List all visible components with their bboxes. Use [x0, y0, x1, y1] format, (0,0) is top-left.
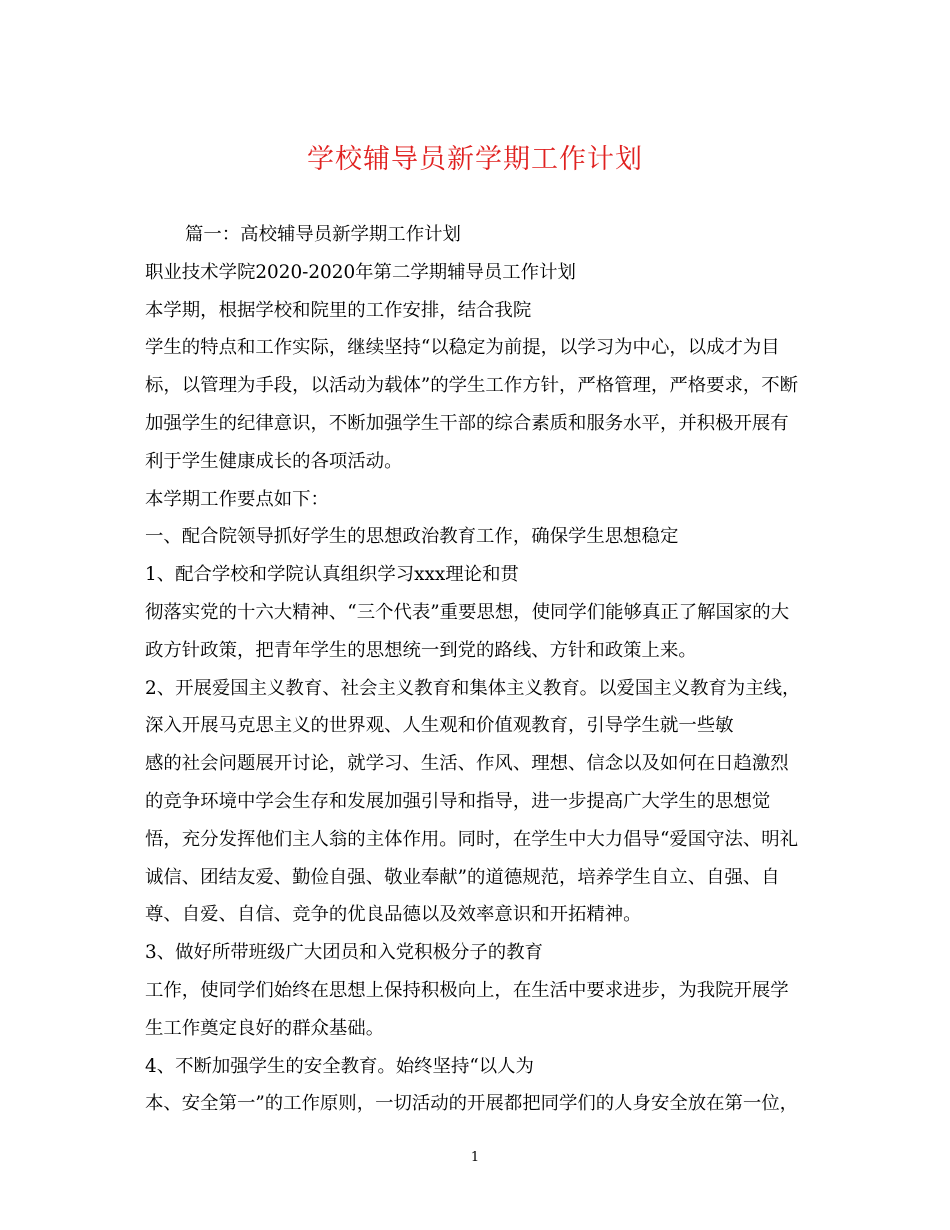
paragraph-line: 尊、自爱、自信、竞争的优良品德以及效率意识和开拓精神。	[145, 904, 642, 926]
paragraph-line: 生工作奠定良好的群众基础。	[145, 1017, 385, 1039]
paragraph-line: 2、开展爱国主义教育、社会主义教育和集体主义教育。以爱国主义教育为主线，	[145, 677, 801, 699]
section-heading: 篇一：高校辅导员新学期工作计划	[185, 224, 461, 245]
paragraph-line: 的竞争环境中学会生存和发展加强引导和指导，进一步提高广大学生的思想觉	[145, 790, 771, 812]
paragraph-line: 学生的特点和工作实际，继续坚持“以稳定为前提，以学习为中心，以成才为目	[145, 337, 780, 359]
paragraph-line: 诚信、团结友爱、勤俭自强、敬业奉献”的道德规范，培养学生自立、自强、自	[145, 866, 780, 888]
paragraph-line: 本学期工作要点如下：	[145, 488, 329, 510]
paragraph-line: 标，以管理为手段，以活动为载体”的学生工作方针，严格管理，严格要求，不断	[145, 375, 799, 397]
paragraph-line: 职业技术学院2020-2020年第二学期辅导员工作计划	[145, 261, 576, 283]
paragraph-line: 深入开展马克思主义的世界观、人生观和价值观教育，引导学生就一些敏	[145, 715, 734, 737]
paragraph-line: 一、配合院领导抓好学生的思想政治教育工作，确保学生思想稳定	[145, 526, 679, 548]
page-number: 1	[470, 1150, 480, 1165]
document-body	[145, 216, 815, 1123]
paragraph-line: 3、做好所带班级广大团员和入党积极分子的教育	[145, 942, 543, 964]
document-title: 学校辅导员新学期工作计划	[307, 144, 643, 175]
paragraph-line: 本、安全第一”的工作原则，一切活动的开展都把同学们的人身安全放在第一位，	[145, 1093, 799, 1115]
paragraph-line: 1、配合学校和学院认真组织学习xxx理论和贯	[145, 564, 519, 586]
paragraph-line: 本学期，根据学校和院里的工作安排，结合我院	[145, 299, 532, 321]
paragraph-line: 利于学生健康成长的各项活动。	[145, 450, 403, 472]
paragraph-line: 悟，充分发挥他们主人翁的主体作用。同时，在学生中大力倡导“爱国守法、明礼	[145, 828, 799, 850]
paragraph-line: 彻落实党的十六大精神、“三个代表”重要思想，使同学们能够真正了解国家的大	[145, 601, 790, 623]
paragraph-line: 政方针政策，把青年学生的思想统一到党的路线、方针和政策上来。	[145, 639, 697, 661]
paragraph-line: 4、不断加强学生的安全教育。始终坚持“以人为	[145, 1055, 534, 1077]
paragraph-line: 感的社会问题展开讨论，就学习、生活、作风、理想、信念以及如何在日趋激烈	[145, 753, 789, 775]
paragraph-line: 加强学生的纪律意识，不断加强学生干部的综合素质和服务水平，并积极开展有	[145, 412, 789, 434]
paragraph-line: 工作，使同学们始终在思想上保持积极向上，在生活中要求进步，为我院开展学	[145, 979, 789, 1001]
